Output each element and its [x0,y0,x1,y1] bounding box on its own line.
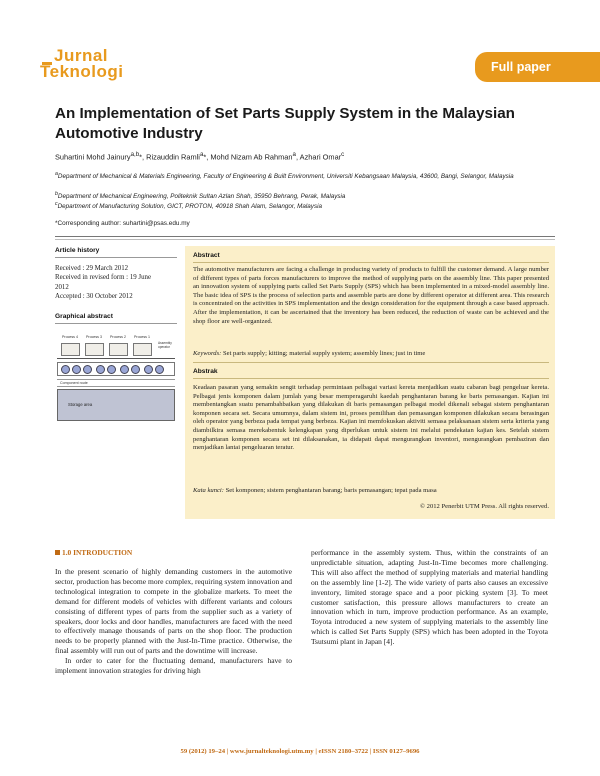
process-label: Process 2 [110,335,126,339]
divider [55,239,555,240]
logo-line2: Teknologi [40,62,124,81]
keywords-label: Keywords: [193,350,222,357]
affiliation-sup: c [55,201,58,207]
process-station [61,343,80,356]
copyright: © 2012 Penerbit UTM Press. All rights reserved. [420,503,549,510]
process-label: Process 4 [62,335,78,339]
graphical-abstract-heading: Graphical abstract [55,313,113,320]
part-icon [120,365,129,374]
accepted-date: Accepted : 30 October 2012 [55,292,133,300]
section-bullet-icon [55,550,60,555]
revised-year: 2012 [55,283,69,291]
keywords [193,350,549,359]
part-icon [96,365,105,374]
logo-text [40,48,124,80]
operator-label [158,341,172,349]
abstract-rule [193,378,549,379]
paper-title: An Implementation of Set Parts Supply System in the Malaysian Automotive Industry [55,105,515,142]
received-date: Received : 29 March 2012 [55,265,129,273]
page-footer: 59 (2012) 19–24 | www.jurnalteknologi.utm.my | eISSN 2180–3722 | ISSN 0127–9696 [180,748,420,755]
part-icon [144,365,153,374]
author-sup: a [292,151,296,158]
affiliation-sup: a [55,171,58,177]
introduction-title: 1.0 INTRODUCTION [62,548,133,557]
author-text: , Azhari Omar [295,152,342,162]
operator-label-1: Assembly [158,341,172,345]
process-station [85,343,104,356]
kata-kunci-label: Kata kunci: [193,487,224,494]
abstract-rule [193,362,549,363]
intro-left-column [55,567,292,676]
revised-date: Received in revised form : 19 June [55,274,152,282]
process-label: Process 3 [86,335,102,339]
journal-logo [40,48,150,84]
parts-row [57,362,175,376]
part-icon [61,365,70,374]
article-history [55,246,177,301]
author-text: *, Mohd Nizam Ab Rahman [203,152,293,162]
intro-right-column [311,548,548,647]
part-icon [83,365,92,374]
abstrak-heading: Abstrak [193,368,218,375]
storage-area: Storage area [57,389,175,421]
affiliation-text: Department of Mechanical Engineering, Politeknik Sultan Azlan Shah, 35950 Behrang, Perak, Malaysia [57,193,346,201]
abstract-rule [193,262,549,263]
operator-label-2: operator [158,345,170,349]
kata-kunci [193,487,549,496]
assembly-line [57,358,175,359]
history-heading: Article history [55,247,100,254]
history-rule [55,257,177,258]
intro-paragraph: In order to cater for the fluctuating demand, manufacturers have to implement innovation strategies for driving high [55,656,292,676]
affiliation-a [55,170,555,181]
full-paper-badge: Full paper [475,52,600,82]
component-route: Component route [57,379,175,387]
graphical-rule [55,323,177,324]
author-sup: a,b [130,151,140,158]
affiliation-text: Department of Mechanical & Materials Engineering, Faculty of Engineering & Built Environment, Universiti Kebangsaan Malaysia, 43600, Bangi, Selangor, Malaysia [57,173,514,181]
author-text: Suhartini Mohd Jainury [55,152,131,162]
logo-line1: Jurnal [54,46,109,65]
author-list [55,151,555,161]
divider [55,236,555,237]
part-icon [107,365,116,374]
keywords-text: Set parts supply; kitting; material supply system; assembly lines; just in time [221,350,426,357]
kata-kunci-text: Set komponen; sistem penghantaran barang; baris pemasangan; tepat pada masa [223,487,437,494]
affiliation-c [55,200,555,211]
corresponding-author: *Corresponding author: suhartini@psas.edu.my [55,220,190,227]
author-text: *, Rizauddin Ramli [139,152,200,162]
introduction-heading [55,548,132,557]
affiliation-sup: b [55,191,58,197]
part-icon [155,365,164,374]
author-sup: a [199,151,204,158]
intro-paragraph: In the present scenario of highly demanding customers in the automotive sector, production has become more complex, requiring system innovation and technological integration to compete in the globalize markets. To meet the demand for different models of vehicles with different variants and colours consisting of different types of parts from the supplier such as a variety of speakers, door locks and door handles, manufacturers are faced with the need to effectively manage thousands of parts on the shop floor. The production needs to be properly planned with the Just-In-Time practice. Otherwise, the final assembly will run out of parts and the downtime will increase. [55,567,292,656]
part-icon [72,365,81,374]
process-station [109,343,128,356]
intro-paragraph: performance in the assembly system. Thus, within the constraints of an unpredictable situation, adapting Just-In-Time becomes more challenging. This will also affect the method of supplying materials and material handling on the assembly line [1-2]. The wide variety of parts also causes an excessive inventory, limited storage space and a poor picking system [3]. To meet customer satisfaction, this pressure allows manufacturers to create an innovation which in turn, improve production performance. As an example, Toyota introduced a new system of supplying materials to the assembly line which is called Set Parts Supply (SPS) which has been adopted in the Toyota Tsutsumi plant in Japan [4]. [311,548,548,647]
affiliation-text: Department of Manufacturing Solution, GICT, PROTON, 40918 Shah Alam, Selangor, Malaysia [57,203,322,211]
abstrak-text: Keadaan pasaran yang semakin sengit terhadap permintaan pelbagai variasi kereta menjadikan suatu cabaran bagi pengeluar kereta. Pelbagai jenis komponen dalam jumlah yang besar memperagaruhi kaedah penghantaran barang ke baris pemasangan. Kajian ini membentangkan suatu penambahbaikan yang dilakukan di baris pemasangan pelbagai model dikenali sebagai sistem penghantaran komponen secara set. Secara umumnya, dalam sistem ini, proses pemilihan dan pemasangan komponen dilakukan secara berasingan oleh operator yang berbeza pada tempat yang berbeza. Kajian ini memfokuskan aktiviti semasa pelaksanaan sistem serta kriteria yang diambilkira semasa merekabentuk kelengkapan yang diperlukan untuk sistem ini melalui pendekatan kajian kes. Setelah sistem penghantaran komponen secara set ini dilaksanakan, ia didapati dapat mengurangkan inventori, mengurangkan pembaziran dan menjadikan lantai pengeluaran teratur. [193,384,549,452]
graphical-abstract-figure [55,333,177,425]
abstract-text: The automotive manufacturers are facing a challenge in producing variety of products to fulfill the customer demand. A large number of different types of parts forces manufacturers to improve the method of supplying parts on the assembly line. This paper presented an innovation system of supplying parts called Set Parts Supply (SPS) which has been implemented in a mixed-model assembly line. The basic idea of SPS is the process of selection parts and assemble parts are done by different operator at different area. This research is concentrated on the activities in SPS implementation and the design consideration for the equipment through a case based approach. After the implementation, it can be ascertained that the inventory has been reduced, the reduction of waste can be achieved and the shop floor are well-organized. [193,266,549,325]
process-label: Process 1 [134,335,150,339]
author-sup: c [341,151,345,158]
part-icon [131,365,140,374]
abstract-heading: Abstract [193,252,220,259]
process-station [133,343,152,356]
